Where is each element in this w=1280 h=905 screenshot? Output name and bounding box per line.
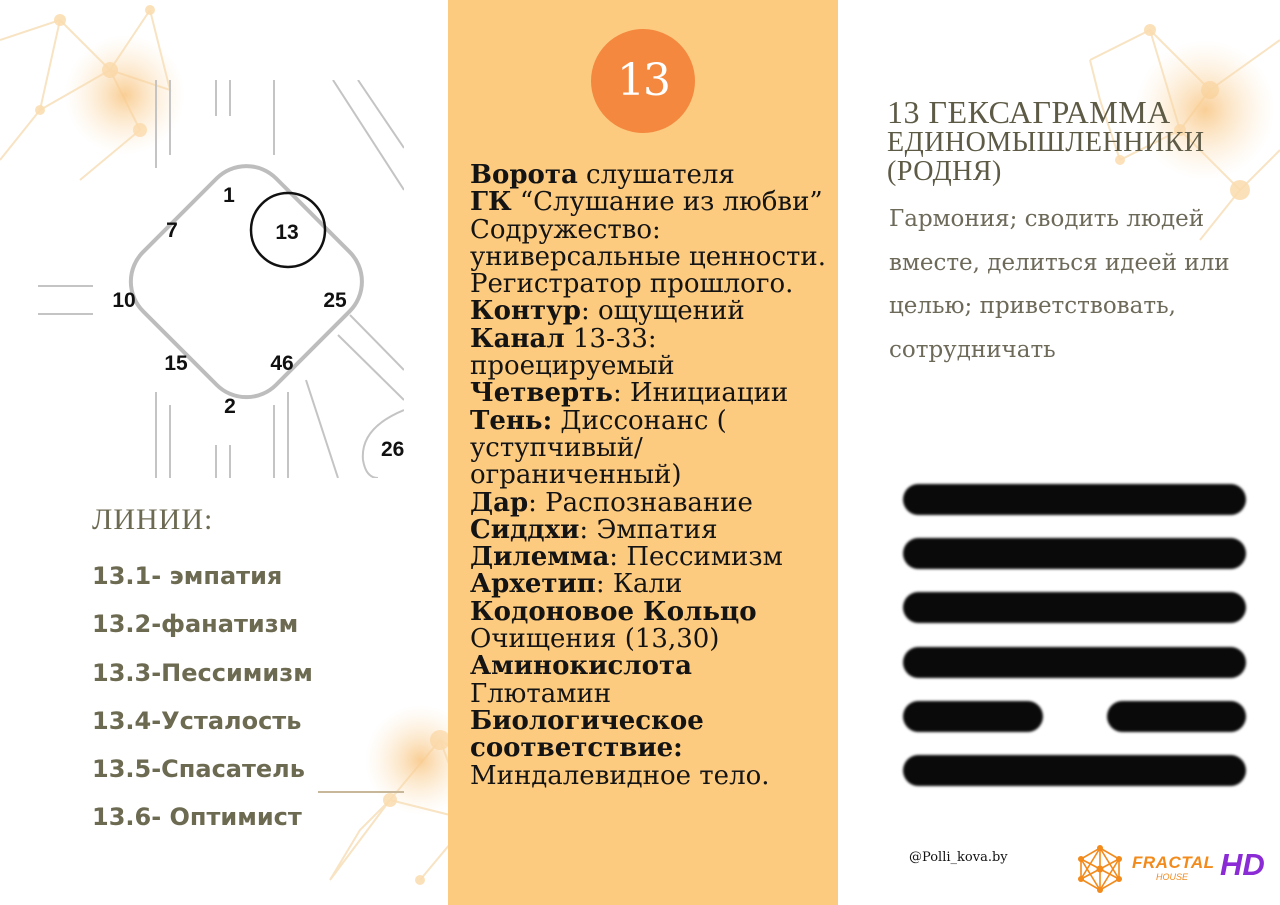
info-label: Ворота: [470, 160, 578, 190]
gate-13-label: 13: [275, 221, 299, 244]
info-value: Глютамин: [470, 678, 612, 709]
hexagram-title: [887, 94, 1205, 187]
line-item: 13.6- Оптимист: [92, 803, 302, 832]
info-label: Тень:: [470, 405, 553, 436]
info-label: Дилемма: [470, 542, 610, 573]
line-item: 13.3-Пессимизм: [92, 658, 313, 687]
info-circuit: [470, 298, 830, 325]
info-amino-acid: [470, 653, 830, 708]
g-center-bodygraph: [38, 80, 404, 478]
info-value: : Инициации: [612, 378, 789, 409]
info-value: : Кали: [595, 569, 683, 600]
info-recorder: [470, 271, 830, 298]
fractal-house-hd-logo: [1074, 845, 1264, 893]
line-item: 13.2-фанатизм: [92, 610, 299, 639]
info-label: Архетип: [470, 569, 596, 600]
info-label: Кодоновое Кольцо: [470, 596, 757, 627]
gate-15-label: 15: [164, 352, 188, 375]
line-item: 13.1- эмпатия: [92, 562, 283, 590]
info-quarter: [470, 380, 830, 407]
info-value: “Слушание из любви”: [511, 187, 823, 218]
hexagram-title-line3: (РОДНЯ): [887, 156, 1002, 187]
gate-info-list: [470, 162, 830, 790]
info-dilemma: [470, 544, 830, 571]
gate-46-label: 46: [270, 352, 294, 375]
info-value: слушателя: [577, 160, 735, 190]
lines-heading: ЛИНИИ:: [92, 503, 214, 536]
info-value: : Эмпатия: [579, 514, 718, 545]
info-value: 13-33: проецируемый: [470, 323, 675, 382]
lines-list: [92, 560, 313, 850]
hexagram-broken-line-segment: [903, 701, 1043, 732]
info-value: : Пессимизм: [609, 542, 783, 573]
info-siddhi: [470, 514, 830, 545]
info-value: : Распознавание: [528, 487, 753, 518]
info-archetype: [470, 571, 830, 598]
info-label: Контур: [470, 296, 581, 327]
hexagram-broken-line-segment: [1107, 701, 1247, 732]
info-codon-ring: [470, 596, 830, 655]
info-fellowship: [470, 214, 830, 272]
hexagram-solid-line: [903, 647, 1246, 678]
info-value: : ощущений: [580, 296, 745, 327]
hexagram-solid-line: [903, 484, 1246, 515]
logo-text-hd: HD: [1220, 847, 1265, 882]
info-label: Четверть: [470, 378, 613, 409]
info-value: Очищения (13,30): [470, 624, 720, 655]
info-biological: [470, 705, 830, 791]
info-shadow: [470, 405, 830, 491]
gate-10-label: 10: [112, 289, 136, 312]
divider: [318, 791, 404, 793]
info-value: Содружество: универсальные ценности.: [470, 214, 826, 272]
hexagram-title-line2: ЕДИНОМЫШЛЕННИКИ: [887, 127, 1205, 158]
line-item: 13.5-Спасатель: [92, 755, 305, 784]
info-channel: [470, 323, 830, 382]
line-item: 13.4-Усталость: [92, 706, 302, 735]
hexagram-solid-line: [903, 592, 1246, 623]
hexagram-title-line1: 13 ГЕКСАГРАММА: [887, 94, 1171, 130]
info-label: Аминокислота: [470, 651, 692, 682]
hexagram-description: Гармония; сводить людей вместе, делиться идеей или целью; приветствовать, сотрудничать: [889, 206, 1230, 363]
network-logo-icon: [1074, 845, 1126, 893]
gate-25-label: 25: [323, 289, 347, 312]
gate-2-label: 2: [224, 395, 236, 418]
info-gene-key: [470, 189, 830, 216]
info-label: Канал: [470, 323, 565, 354]
info-label: Биологическое соответствие:: [470, 705, 704, 764]
hexagram-solid-line: [903, 755, 1246, 786]
info-gift: [470, 487, 830, 518]
info-value: Миндалевидное тело.: [470, 760, 770, 791]
info-value: Диссонанс ( уступчивый/ ограниченный): [470, 405, 727, 491]
gate-1-label: 1: [223, 184, 235, 207]
info-label: Дар: [470, 487, 529, 518]
gate-26-label: 26: [381, 438, 404, 461]
logo-text-house: HOUSE: [1156, 872, 1189, 882]
author-handle: @Polli_kova.by: [909, 850, 1008, 865]
gate-number-badge: 13: [591, 29, 695, 133]
logo-text-fractal: FRACTAL: [1132, 853, 1215, 872]
info-value: Регистратор прошлого.: [470, 269, 794, 300]
hexagram-solid-line: [903, 538, 1246, 569]
gate-7-label: 7: [166, 219, 178, 242]
info-label: ГК: [470, 187, 512, 218]
info-label: Сиддхи: [470, 514, 580, 545]
info-gate: [470, 162, 830, 189]
